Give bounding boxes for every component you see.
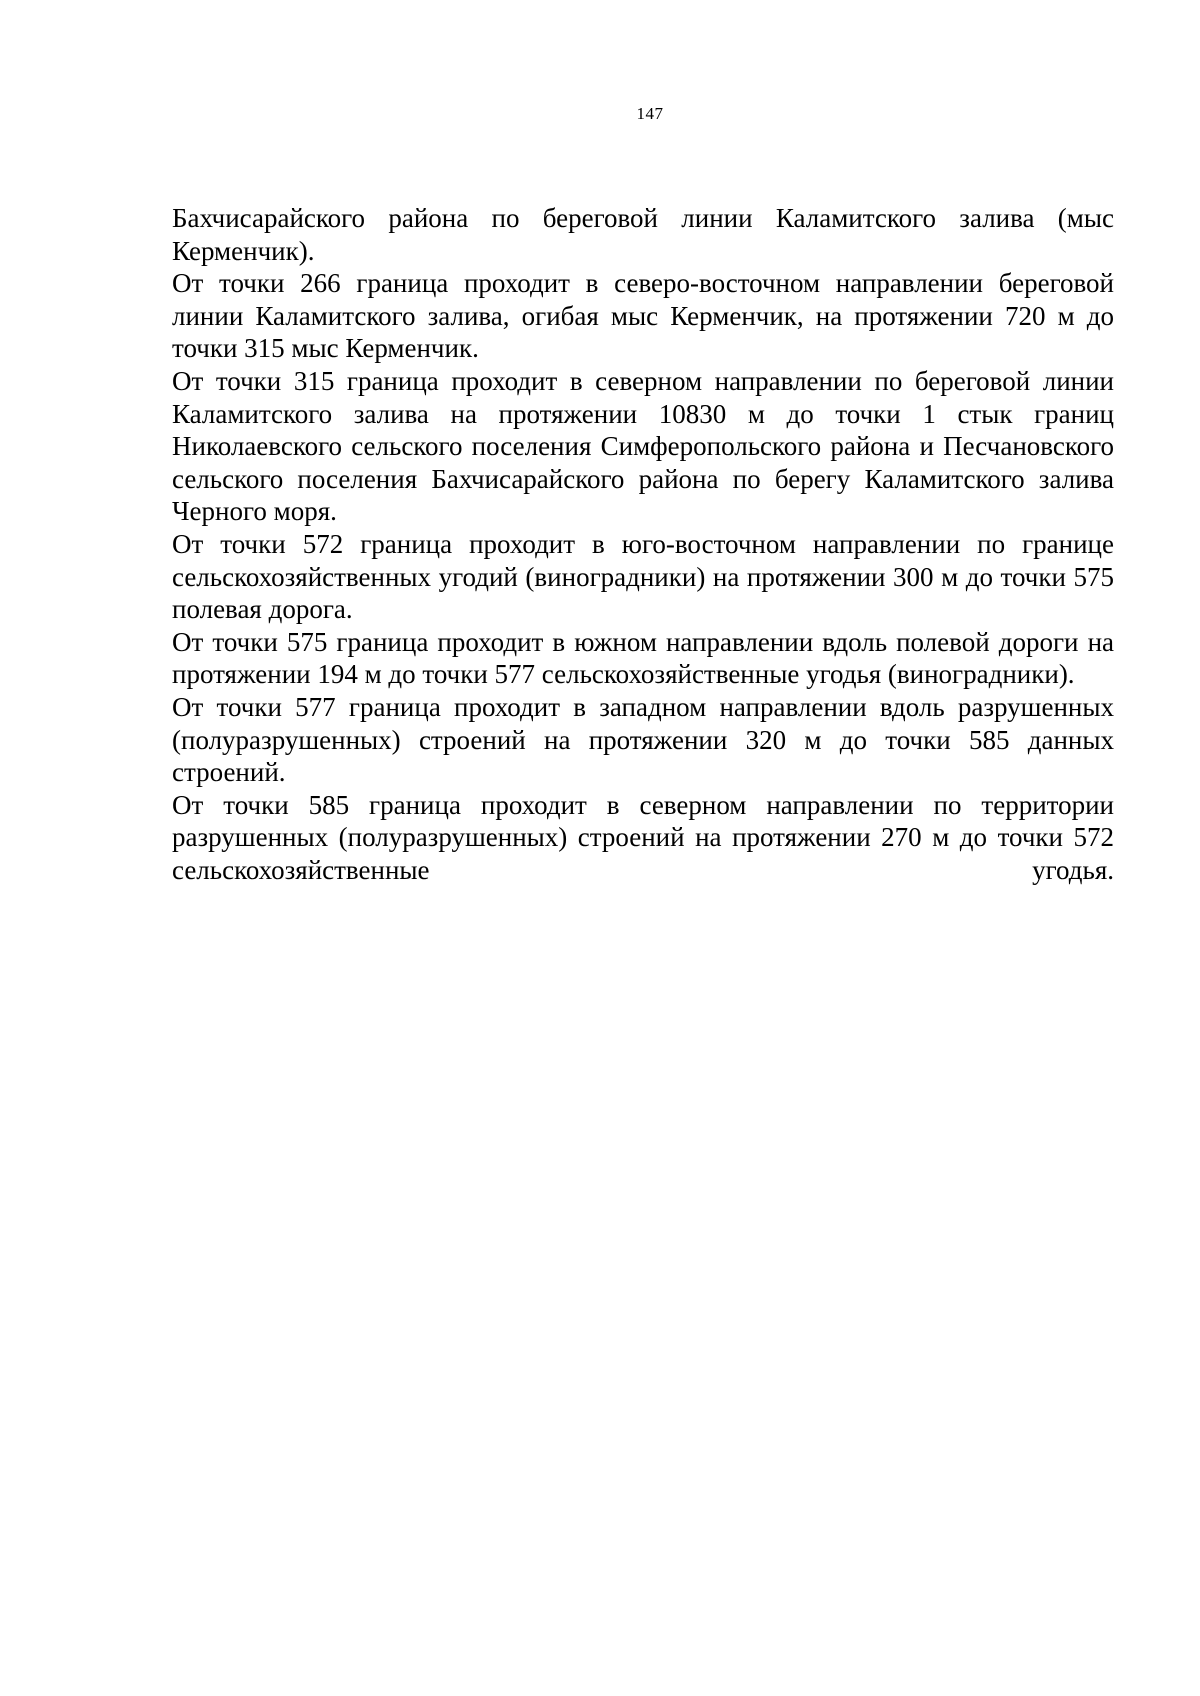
paragraph: От точки 585 граница проходит в северном направлении по территории разрушенных (полуразрушенных) строений на протяжении 270 м до точки 572 сельскохозяйственные угодья. (172, 789, 1114, 885)
paragraph: От точки 315 граница проходит в северном направлении по береговой линии Каламитского залива на протяжении 10830 м до точки 1 стык границ Николаевского сельского поселения Симферопольского района и Песчановского сельского поселения Бахчисарайского района по берегу Каламитского залива Черного моря. (172, 365, 1114, 527)
page-number: 147 (636, 104, 664, 123)
paragraph: От точки 572 граница проходит в юго-восточном направлении по границе сельскохозяйственных угодий (виноградники) на протяжении 300 м до точки 575 полевая дорога. (172, 528, 1114, 625)
paragraph: От точки 575 граница проходит в южном направлении вдоль полевой дороги на протяжении 194 м до точки 577 сельскохозяйственные угодья (виноградники). (172, 626, 1114, 690)
paragraph: Бахчисарайского района по береговой линии Каламитского залива (мыс Керменчик). (172, 203, 1114, 266)
paragraph: От точки 266 граница проходит в северо-восточном направлении береговой линии Каламитского залива, огибая мыс Керменчик, на протяжении 720 м до точки 315 мыс Керменчик. (172, 268, 1114, 364)
paragraph: От точки 577 граница проходит в западном направлении вдоль разрушенных (полуразрушенных) строений на протяжении 320 м до точки 585 данных строений. (172, 691, 1114, 788)
document-body (172, 202, 1114, 886)
